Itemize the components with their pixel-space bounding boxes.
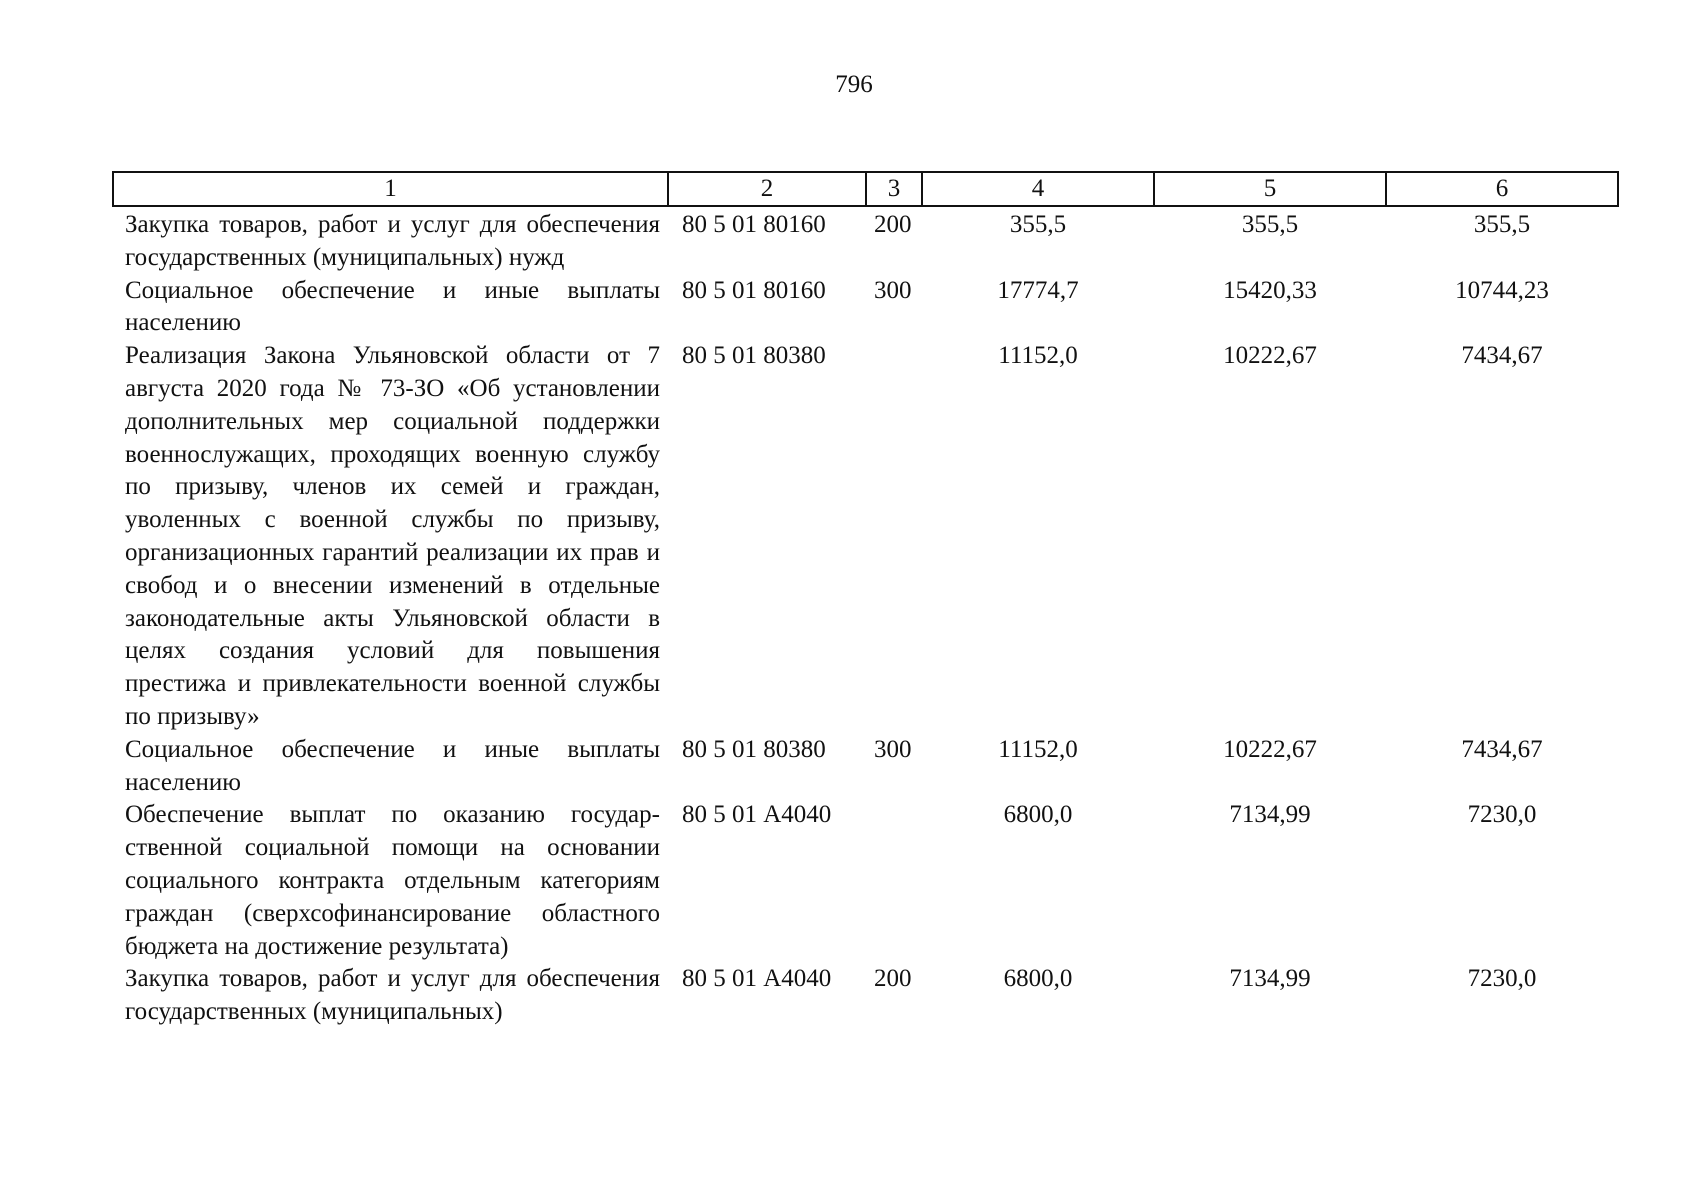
header-col-1: 1 — [113, 172, 668, 206]
row-value-5: 7134,99 — [1229, 965, 1311, 993]
row-value-6: 355,5 — [1473, 211, 1531, 238]
table-row — [113, 963, 1618, 1029]
row-value-5: 355,5 — [1241, 211, 1299, 238]
header-col-2: 2 — [668, 172, 866, 206]
header-col-6: 6 — [1386, 172, 1618, 206]
header-row — [113, 172, 1618, 206]
row-value-4: 6800,0 — [1003, 965, 1073, 993]
row-value-4: 11152,0 — [998, 735, 1078, 763]
table-row — [113, 734, 1618, 800]
row-type: 300 — [874, 276, 912, 304]
row-value-6: 7434,67 — [1461, 735, 1543, 763]
row-code: 80 5 01 80380 — [682, 342, 826, 370]
row-type: 200 — [874, 965, 912, 993]
row-type: 200 — [874, 211, 912, 238]
row-name: Обеспечение выплат по оказанию государственной социальной помощи на основании социального контракта отдельным категориям граждан (сверхсофинансирование областного бюджета на достижение результата) — [125, 801, 660, 960]
row-value-4: 6800,0 — [1003, 801, 1073, 829]
row-value-4: 355,5 — [1009, 211, 1067, 238]
row-code: 80 5 01 80160 — [682, 276, 826, 304]
row-value-5: 7134,99 — [1229, 801, 1311, 829]
row-name: Закупка товаров, работ и услуг для обеспечения государственных (муниципальных) нужд — [125, 211, 660, 271]
header-col-5: 5 — [1154, 172, 1386, 206]
table-body — [113, 206, 1618, 1029]
row-code: 80 5 01 80380 — [682, 735, 826, 763]
row-name: Закупка товаров, работ и услуг для обеспечения государственных (муниципальных) — [125, 965, 660, 1026]
row-value-6: 7230,0 — [1467, 965, 1537, 993]
row-value-5: 15420,33 — [1223, 276, 1317, 304]
table-row — [113, 799, 1618, 963]
table-row — [113, 275, 1618, 341]
row-code: 80 5 01 А4040 — [682, 801, 832, 829]
row-name: Социальное обеспечение и иные выплаты населению — [125, 735, 660, 796]
budget-table — [112, 171, 1619, 1029]
header-col-4: 4 — [922, 172, 1154, 206]
table-header — [113, 172, 1618, 206]
row-code: 80 5 01 80160 — [682, 211, 826, 238]
row-value-5: 10222,67 — [1223, 342, 1317, 370]
row-value-5: 10222,67 — [1223, 735, 1317, 763]
row-type: 300 — [874, 735, 912, 763]
row-value-6: 7230,0 — [1467, 801, 1537, 829]
page-number: 796 — [835, 71, 873, 98]
row-value-4: 17774,7 — [997, 276, 1079, 304]
table-row — [113, 206, 1618, 275]
row-value-6: 7434,67 — [1461, 342, 1543, 370]
row-name: Реализация Закона Ульяновской области от 7 августа 2020 года № 73-ЗО «Об установлении дополнительных мер социальной поддержки военнослужащих, проходящих военную службу по призыву, членов их семей и граждан, уволенных с военной службы по призыву, организационных гарантий реализации их прав и свобод и о внесении изменений в отдельные законодательные акты Ульяновской области в целях создания условий для повышения престижа и привлекательности военной службы по призыву» — [125, 342, 660, 730]
row-value-6: 10744,23 — [1455, 276, 1549, 304]
row-type — [866, 340, 922, 734]
row-type — [866, 799, 922, 963]
table-row — [113, 340, 1618, 734]
row-value-4: 11152,0 — [998, 342, 1078, 370]
header-col-3: 3 — [866, 172, 922, 206]
row-name: Социальное обеспечение и иные выплаты населению — [125, 276, 660, 337]
row-code: 80 5 01 А4040 — [682, 965, 832, 993]
